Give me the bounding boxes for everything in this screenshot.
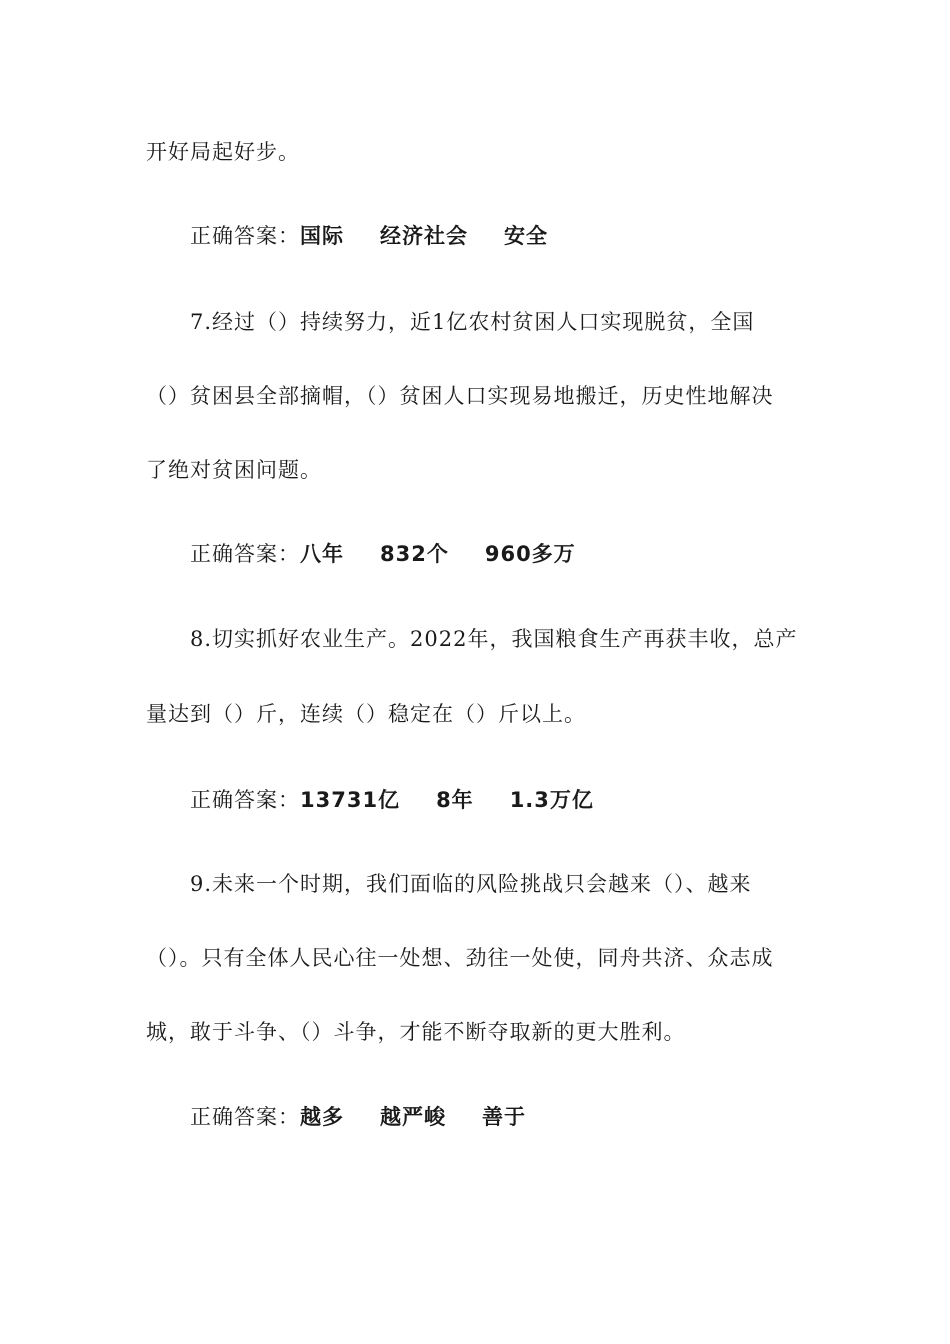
answer-label: 正确答案： [190, 788, 300, 812]
answer-item: 国际 [300, 224, 344, 248]
question-7-line-3: 了绝对贫困问题。 [146, 458, 322, 482]
answer-item: 1.3万亿 [509, 788, 594, 812]
answer-q8 [190, 786, 594, 814]
question-7-line-1: 7.经过（）持续努力，近1亿农村贫困人口实现脱贫，全国 [190, 310, 755, 334]
question-8-line-2: 量达到（）斤，连续（）稳定在（）斤以上。 [146, 702, 586, 726]
answer-item: 安全 [504, 224, 548, 248]
question-8-line-1: 8.切实抓好农业生产。2022年，我国粮食生产再获丰收，总产 [190, 627, 798, 651]
answer-item: 经济社会 [380, 224, 468, 248]
answer-q6 [190, 222, 548, 250]
answer-item: 越严峻 [380, 1105, 446, 1129]
question-9-line-1: 9.未来一个时期，我们面临的风险挑战只会越来（）、越来 [190, 872, 752, 896]
question-9-line-3: 城，敢于斗争、（）斗争，才能不断夺取新的更大胜利。 [146, 1020, 686, 1044]
question-9-line-2: （）。只有全体人民心往一处想、劲往一处使，同舟共济、众志成 [146, 946, 774, 970]
answer-label: 正确答案： [190, 542, 300, 566]
answer-item: 960多万 [484, 542, 576, 566]
answer-item: 越多 [300, 1105, 344, 1129]
question-7-line-2: （）贫困县全部摘帽，（）贫困人口实现易地搬迁，历史性地解决 [146, 384, 774, 408]
answer-label: 正确答案： [190, 224, 300, 248]
answer-label: 正确答案： [190, 1105, 300, 1129]
answer-q9 [190, 1103, 526, 1131]
answer-item: 8年 [436, 788, 474, 812]
answer-q7 [190, 540, 576, 568]
answer-item: 八年 [300, 542, 344, 566]
answer-item: 善于 [482, 1105, 526, 1129]
continuation-text: 开好局起好步。 [146, 140, 300, 164]
answer-item: 13731亿 [300, 788, 401, 812]
answer-item: 832个 [380, 542, 449, 566]
